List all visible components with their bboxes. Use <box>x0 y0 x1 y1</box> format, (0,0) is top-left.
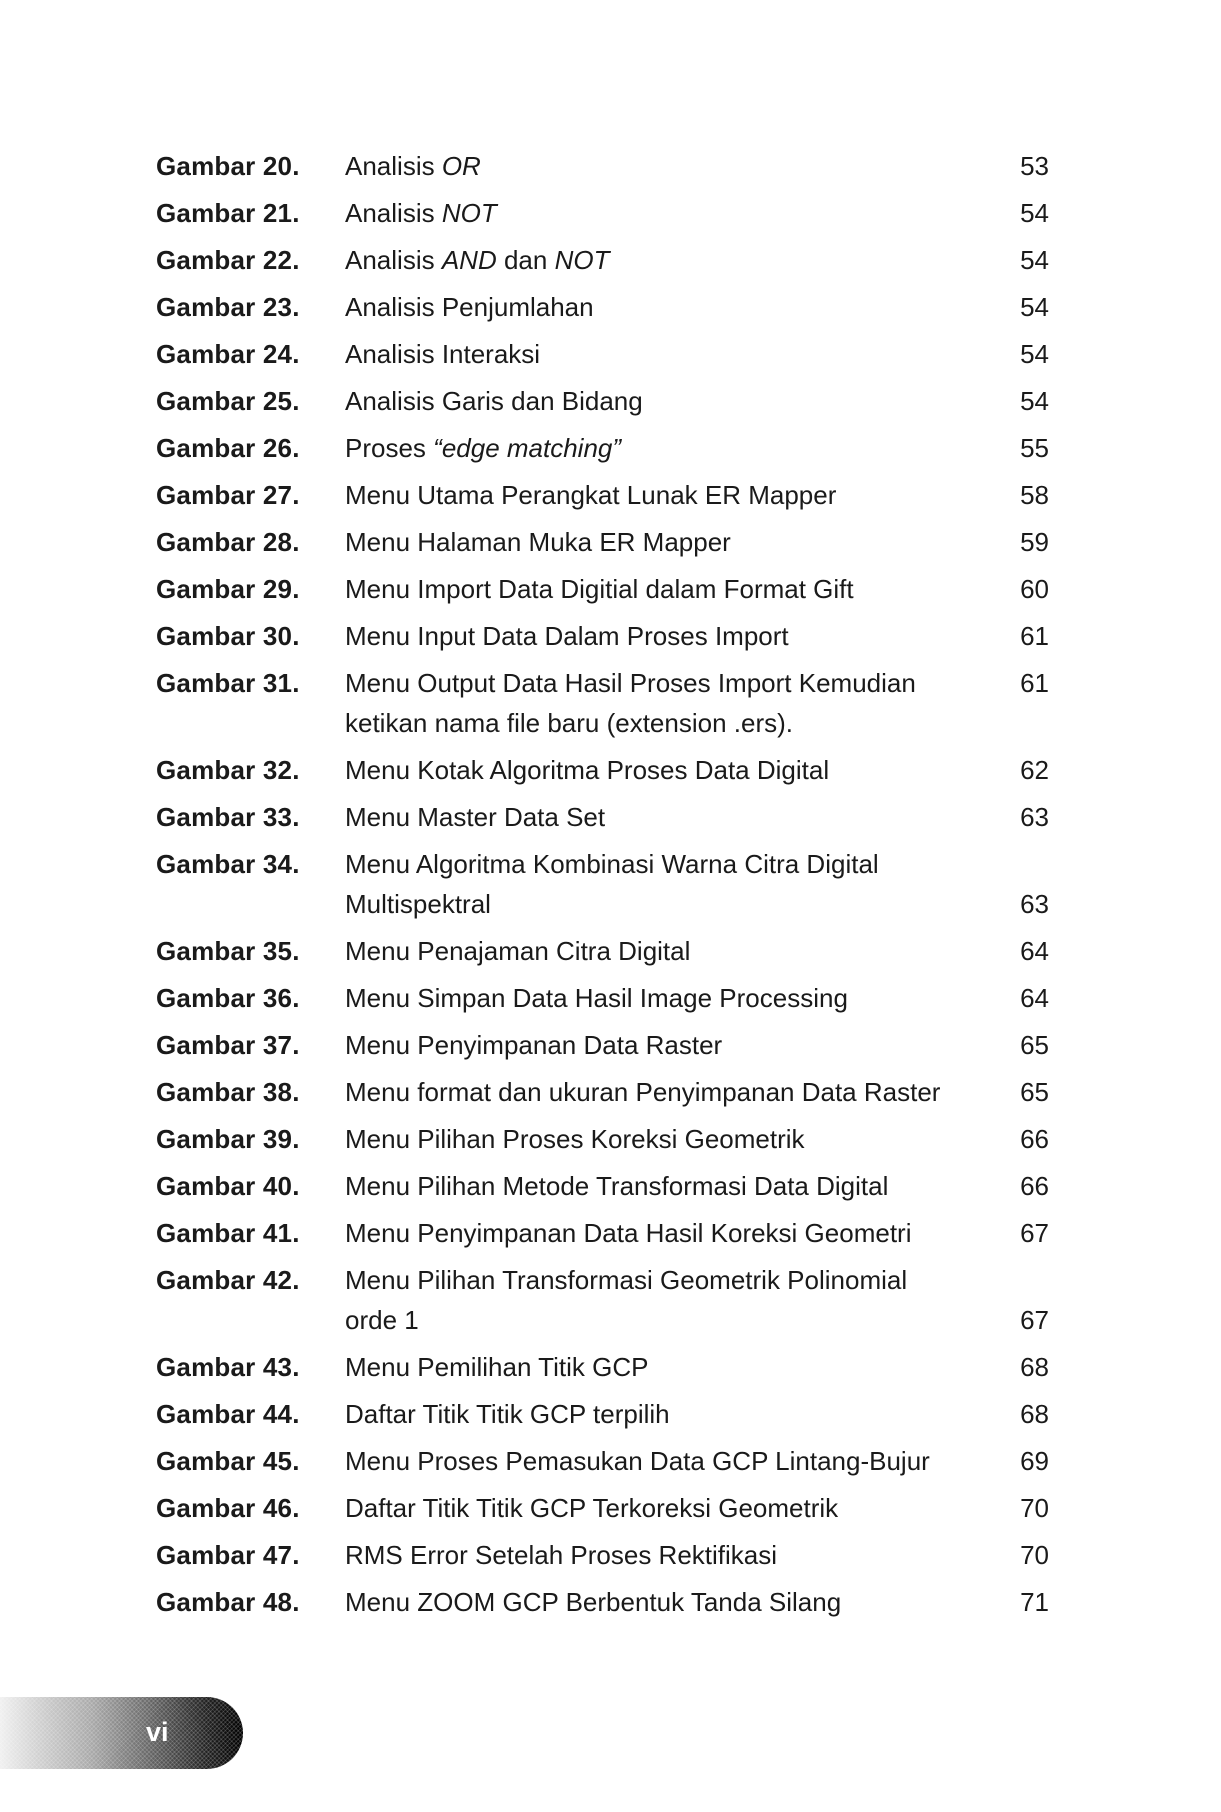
figure-page-number: 69 <box>1020 1446 1049 1476</box>
figure-description <box>345 287 987 327</box>
figure-list-entry <box>156 381 1049 421</box>
description-line <box>345 1347 987 1387</box>
figure-description <box>345 475 987 515</box>
figure-list-entry <box>156 475 1049 515</box>
figure-label: Gambar 21. <box>156 198 300 228</box>
figure-label: Gambar 44. <box>156 1399 300 1429</box>
figure-page-number: 63 <box>1020 802 1049 832</box>
description-line <box>345 569 987 609</box>
description-line <box>345 663 987 703</box>
description-segment: ketikan nama file baru (extension .ers). <box>345 708 793 738</box>
description-line <box>345 1441 987 1481</box>
description-segment: Analisis <box>345 198 442 228</box>
figure-label: Gambar 26. <box>156 433 300 463</box>
figure-label: Gambar 31. <box>156 668 300 698</box>
figure-description <box>345 663 987 743</box>
figure-label: Gambar 27. <box>156 480 300 510</box>
description-segment: Daftar Titik Titik GCP terpilih <box>345 1399 670 1429</box>
figure-description <box>345 240 987 280</box>
figure-label: Gambar 32. <box>156 755 300 785</box>
description-line <box>345 1582 987 1622</box>
description-line <box>345 1025 987 1065</box>
description-segment: Menu ZOOM GCP Berbentuk Tanda Silang <box>345 1587 842 1617</box>
figure-description <box>345 750 987 790</box>
figure-description <box>345 1025 987 1065</box>
description-segment: Menu Pilihan Transformasi Geometrik Polinomial <box>345 1265 908 1295</box>
description-segment: Menu Input Data Dalam Proses Import <box>345 621 789 651</box>
figure-description <box>345 1441 987 1481</box>
figure-page-number: 54 <box>1020 198 1049 228</box>
description-line <box>345 1535 987 1575</box>
description-segment-italic: “edge matching” <box>433 433 622 463</box>
figure-list-entry <box>156 1072 1049 1112</box>
figure-label: Gambar 25. <box>156 386 300 416</box>
description-line <box>345 522 987 562</box>
description-line <box>345 428 987 468</box>
figure-page-number: 70 <box>1020 1540 1049 1570</box>
description-line <box>345 146 987 186</box>
description-line <box>345 1119 987 1159</box>
description-segment: Menu Import Data Digitial dalam Format Gift <box>345 574 854 604</box>
description-segment: Menu Proses Pemasukan Data GCP Lintang-Bujur <box>345 1446 930 1476</box>
figure-page-number: 63 <box>1020 889 1049 919</box>
description-segment-italic: AND <box>441 245 497 275</box>
figure-label: Gambar 38. <box>156 1077 300 1107</box>
figure-label: Gambar 46. <box>156 1493 300 1523</box>
figure-description <box>345 1394 987 1434</box>
description-line <box>345 1072 987 1112</box>
figure-label: Gambar 24. <box>156 339 300 369</box>
description-segment: RMS Error Setelah Proses Rektifikasi <box>345 1540 778 1570</box>
description-segment: Analisis Garis dan Bidang <box>345 386 643 416</box>
figure-list-entry <box>156 193 1049 233</box>
description-line <box>345 931 987 971</box>
figure-label: Gambar 37. <box>156 1030 300 1060</box>
figure-page-number: 59 <box>1020 527 1049 557</box>
figure-page-number: 67 <box>1020 1305 1049 1335</box>
figure-description <box>345 1535 987 1575</box>
description-line <box>345 287 987 327</box>
figure-description <box>345 1072 987 1112</box>
figure-label: Gambar 39. <box>156 1124 300 1154</box>
figure-page-number: 61 <box>1020 621 1049 651</box>
description-segment: Multispektral <box>345 889 491 919</box>
description-line <box>345 1213 987 1253</box>
figure-page-number: 70 <box>1020 1493 1049 1523</box>
figure-label: Gambar 48. <box>156 1587 300 1617</box>
figure-list <box>156 146 1049 1629</box>
figure-label: Gambar 45. <box>156 1446 300 1476</box>
figure-description <box>345 1582 987 1622</box>
figure-description <box>345 1260 987 1340</box>
figure-list-entry <box>156 750 1049 790</box>
figure-list-entry <box>156 1119 1049 1159</box>
figure-list-entry <box>156 978 1049 1018</box>
figure-description <box>345 569 987 609</box>
description-segment: orde 1 <box>345 1305 419 1335</box>
figure-page-number: 65 <box>1020 1077 1049 1107</box>
figure-description <box>345 1213 987 1253</box>
description-line <box>345 1300 987 1340</box>
figure-page-number: 55 <box>1020 433 1049 463</box>
figure-description <box>345 146 987 186</box>
figure-label: Gambar 47. <box>156 1540 300 1570</box>
description-line <box>345 240 987 280</box>
description-line <box>345 884 987 924</box>
figure-list-entry <box>156 146 1049 186</box>
figure-page-number: 65 <box>1020 1030 1049 1060</box>
figure-list-entry <box>156 1535 1049 1575</box>
figure-list-entry <box>156 1213 1049 1253</box>
description-segment-italic: NOT <box>554 245 610 275</box>
description-segment: Menu Penajaman Citra Digital <box>345 936 691 966</box>
description-segment: dan <box>496 245 555 275</box>
figure-description <box>345 334 987 374</box>
figure-label: Gambar 35. <box>156 936 300 966</box>
figure-description <box>345 1347 987 1387</box>
figure-description <box>345 1119 987 1159</box>
description-line <box>345 475 987 515</box>
figure-list-entry <box>156 663 1049 743</box>
figure-description <box>345 844 987 924</box>
description-line <box>345 703 987 743</box>
description-segment: Menu Penyimpanan Data Hasil Koreksi Geometri <box>345 1218 912 1248</box>
figure-description <box>345 1166 987 1206</box>
description-segment-italic: OR <box>441 151 481 181</box>
description-segment-italic: NOT <box>441 198 497 228</box>
figure-label: Gambar 41. <box>156 1218 300 1248</box>
figure-page-number: 68 <box>1020 1399 1049 1429</box>
figure-description <box>345 797 987 837</box>
figure-page-number: 54 <box>1020 339 1049 369</box>
description-line <box>345 1488 987 1528</box>
footer-page-number: vi <box>146 1717 169 1747</box>
figure-description <box>345 978 987 1018</box>
figure-page-number: 58 <box>1020 480 1049 510</box>
description-line <box>345 381 987 421</box>
description-segment: Menu Pilihan Metode Transformasi Data Digital <box>345 1171 889 1201</box>
description-segment: Menu Pemilihan Titik GCP <box>345 1352 649 1382</box>
figure-description <box>345 1488 987 1528</box>
description-line <box>345 334 987 374</box>
figure-page-number: 66 <box>1020 1171 1049 1201</box>
figure-page-number: 71 <box>1020 1587 1049 1617</box>
figure-list-entry <box>156 1260 1049 1340</box>
description-line <box>345 1394 987 1434</box>
figure-label: Gambar 20. <box>156 151 300 181</box>
figure-label: Gambar 36. <box>156 983 300 1013</box>
description-line <box>345 1260 987 1300</box>
figure-page-number: 68 <box>1020 1352 1049 1382</box>
figure-page-number: 66 <box>1020 1124 1049 1154</box>
figure-list-entry <box>156 1394 1049 1434</box>
figure-page-number: 64 <box>1020 983 1049 1013</box>
figure-list-entry <box>156 522 1049 562</box>
figure-label: Gambar 42. <box>156 1265 300 1295</box>
description-segment: Menu Algoritma Kombinasi Warna Citra Digital <box>345 849 879 879</box>
description-segment: Menu Utama Perangkat Lunak ER Mapper <box>345 480 837 510</box>
figure-page-number: 54 <box>1020 386 1049 416</box>
figure-list-entry <box>156 1166 1049 1206</box>
description-line <box>345 616 987 656</box>
figure-page-number: 54 <box>1020 245 1049 275</box>
figure-label: Gambar 23. <box>156 292 300 322</box>
figure-page-number: 60 <box>1020 574 1049 604</box>
description-line <box>345 193 987 233</box>
figure-list-entry <box>156 1025 1049 1065</box>
figure-description <box>345 931 987 971</box>
figure-list-entry <box>156 1488 1049 1528</box>
figure-label: Gambar 22. <box>156 245 300 275</box>
figure-label: Gambar 29. <box>156 574 300 604</box>
description-line <box>345 797 987 837</box>
description-segment: Analisis Interaksi <box>345 339 541 369</box>
description-segment: Proses <box>345 433 434 463</box>
description-segment: Menu Penyimpanan Data Raster <box>345 1030 723 1060</box>
figure-page-number: 67 <box>1020 1218 1049 1248</box>
figure-page-number: 53 <box>1020 151 1049 181</box>
description-segment: Menu format dan ukuran Penyimpanan Data Raster <box>345 1077 941 1107</box>
figure-description <box>345 381 987 421</box>
description-line <box>345 750 987 790</box>
figure-list-entry <box>156 240 1049 280</box>
figure-label: Gambar 30. <box>156 621 300 651</box>
figure-page-number: 64 <box>1020 936 1049 966</box>
figure-list-entry <box>156 616 1049 656</box>
description-line <box>345 978 987 1018</box>
figure-label: Gambar 40. <box>156 1171 300 1201</box>
figure-list-entry <box>156 1347 1049 1387</box>
footer-page-band <box>0 1697 243 1769</box>
description-segment: Analisis <box>345 151 442 181</box>
figure-list-entry <box>156 334 1049 374</box>
figure-list-entry <box>156 1582 1049 1622</box>
description-segment: Analisis Penjumlahan <box>345 292 594 322</box>
description-segment: Menu Output Data Hasil Proses Import Kemudian <box>345 668 916 698</box>
figure-list-entry <box>156 931 1049 971</box>
figure-description <box>345 428 987 468</box>
description-line <box>345 1166 987 1206</box>
description-segment: Menu Kotak Algoritma Proses Data Digital <box>345 755 830 785</box>
description-segment: Menu Master Data Set <box>345 802 606 832</box>
figure-page-number: 62 <box>1020 755 1049 785</box>
description-segment: Menu Pilihan Proses Koreksi Geometrik <box>345 1124 805 1154</box>
figure-list-entry <box>156 428 1049 468</box>
figure-label: Gambar 28. <box>156 527 300 557</box>
description-segment: Menu Halaman Muka ER Mapper <box>345 527 731 557</box>
description-segment: Analisis <box>345 245 442 275</box>
figure-description <box>345 616 987 656</box>
figure-list-entry <box>156 1441 1049 1481</box>
figure-label: Gambar 34. <box>156 849 300 879</box>
figure-label: Gambar 43. <box>156 1352 300 1382</box>
figure-description <box>345 193 987 233</box>
figure-list-entry <box>156 569 1049 609</box>
description-segment: Menu Simpan Data Hasil Image Processing <box>345 983 848 1013</box>
figure-list-entry <box>156 797 1049 837</box>
description-line <box>345 844 987 884</box>
figure-page-number: 61 <box>1020 668 1049 698</box>
figure-page-number: 54 <box>1020 292 1049 322</box>
figure-list-entry <box>156 844 1049 924</box>
description-segment: Daftar Titik Titik GCP Terkoreksi Geometrik <box>345 1493 839 1523</box>
figure-list-entry <box>156 287 1049 327</box>
figure-description <box>345 522 987 562</box>
figure-label: Gambar 33. <box>156 802 300 832</box>
